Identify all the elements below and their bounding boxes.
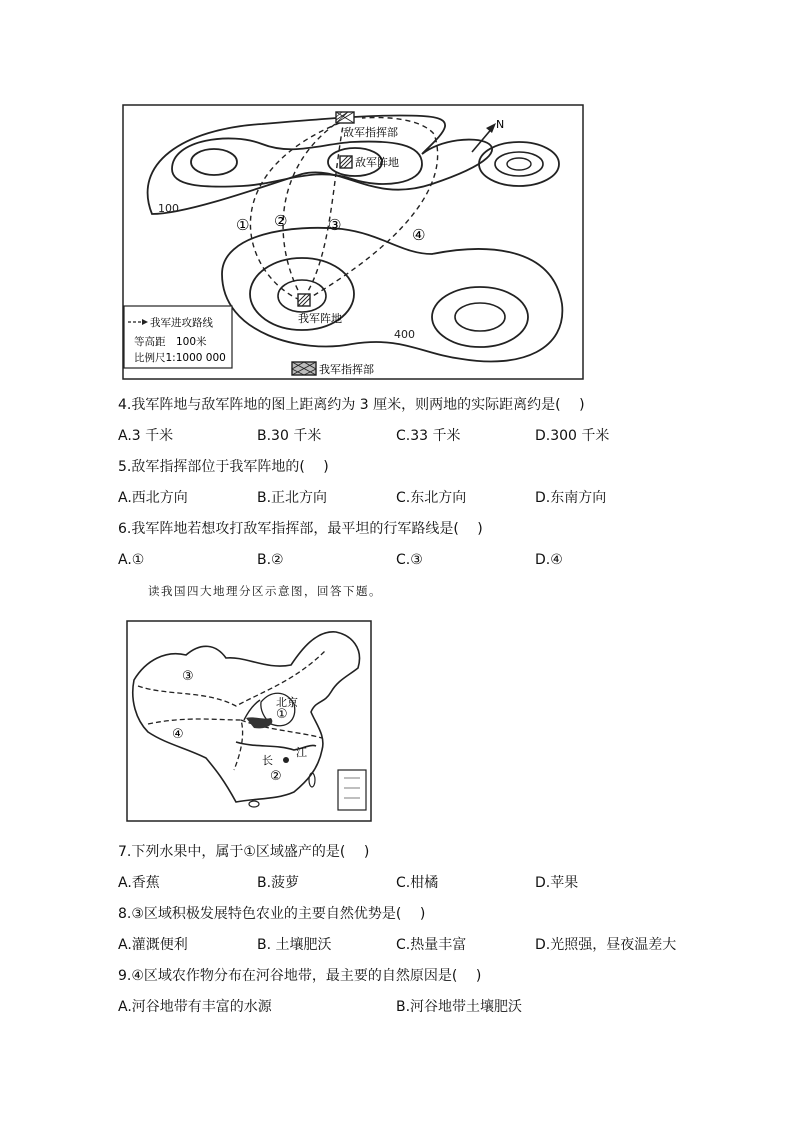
route-4-label: ④ [412, 226, 426, 244]
q5-option-b[interactable]: B.正北方向 [257, 490, 328, 506]
enemy-hq-label: 敌军指挥部 [343, 126, 398, 139]
legend-scale: 比例尺1:1000 000 [134, 352, 226, 364]
our-hq-label: 我军指挥部 [319, 363, 374, 376]
q5-option-a[interactable]: A.西北方向 [118, 490, 188, 506]
q6-option-b[interactable]: B.② [257, 552, 284, 568]
q5-option-c[interactable]: C.东北方向 [396, 490, 467, 506]
question-7-stem: 7.下列水果中，属于①区域盛产的是( ) [118, 844, 370, 860]
q6-option-a[interactable]: A.① [118, 552, 145, 568]
q7-option-b[interactable]: B.菠萝 [257, 875, 300, 891]
q8-option-c[interactable]: C.热量丰富 [396, 937, 467, 953]
enemy-position-label: 敌军阵地 [355, 156, 399, 169]
our-position-label: 我军阵地 [298, 312, 342, 325]
q5-option-d[interactable]: D.东南方向 [535, 490, 607, 506]
q4-option-d[interactable]: D.300 千米 [535, 428, 610, 444]
region-2-label: ② [270, 769, 282, 784]
region-3-label: ③ [182, 669, 194, 684]
china-regions-map [126, 620, 372, 822]
q9-option-b[interactable]: B.河谷地带土壤肥沃 [396, 999, 523, 1015]
legend-route: 我军进攻路线 [150, 317, 213, 329]
chang-label: 长 [262, 754, 273, 767]
jiang-label: 江 [296, 746, 307, 759]
north-label: N [496, 118, 505, 131]
q8-option-b[interactable]: B. 土壤肥沃 [257, 937, 332, 953]
route-1-label: ① [236, 216, 250, 234]
beijing-label: 北京 [276, 696, 298, 709]
question-5-stem: 5.敌军指挥部位于我军阵地的( ) [118, 459, 329, 475]
question-4-stem: 4.我军阵地与敌军阵地的图上距离约为 3 厘米，则两地的实际距离约是( ) [118, 397, 585, 413]
region-1-label: ① [276, 707, 288, 722]
contour-400-label: 400 [394, 328, 415, 341]
question-9-stem: 9.④区域农作物分布在河谷地带，最主要的自然原因是( ) [118, 968, 482, 984]
q7-option-a[interactable]: A.香蕉 [118, 875, 160, 891]
q7-option-d[interactable]: D.苹果 [535, 875, 579, 891]
legend-interval: 等高距 100米 [134, 336, 207, 348]
q4-option-c[interactable]: C.33 千米 [396, 428, 461, 444]
q6-option-d[interactable]: D.④ [535, 552, 563, 568]
q4-option-a[interactable]: A.3 千米 [118, 428, 174, 444]
q8-option-a[interactable]: A.灌溉便利 [118, 937, 188, 953]
region-4-label: ④ [172, 727, 184, 742]
question-6-stem: 6.我军阵地若想攻打敌军指挥部，最平坦的行军路线是( ) [118, 521, 483, 537]
q6-option-c[interactable]: C.③ [396, 552, 423, 568]
q4-option-b[interactable]: B.30 千米 [257, 428, 322, 444]
route-3-label: ③ [328, 216, 342, 234]
route-2-label: ② [274, 212, 288, 230]
question-8-stem: 8.③区域积极发展特色农业的主要自然优势是( ) [118, 906, 426, 922]
intro-text: 读我国四大地理分区示意图，回答下题。 [148, 584, 382, 598]
q9-option-a[interactable]: A.河谷地带有丰富的水源 [118, 999, 272, 1015]
q8-option-d[interactable]: D.光照强，昼夜温差大 [535, 937, 677, 953]
contour-100-label: 100 [158, 202, 179, 215]
q7-option-c[interactable]: C.柑橘 [396, 875, 439, 891]
contour-map [122, 104, 584, 380]
